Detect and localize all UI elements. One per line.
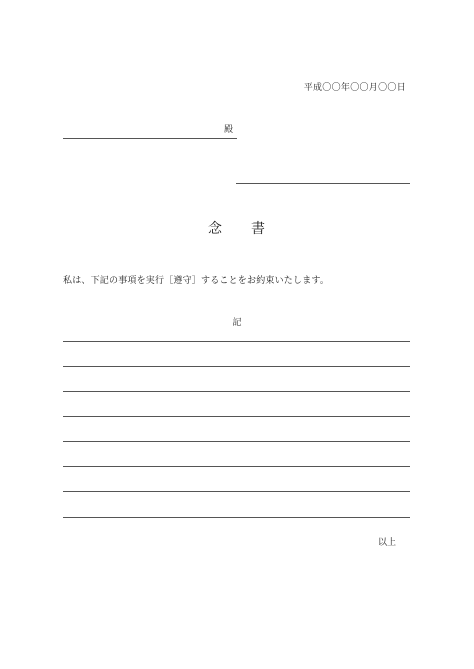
pledge-statement: 私は、下記の事項を実行［遵守］することをお約束いたします。 bbox=[63, 276, 330, 286]
signer-name-line bbox=[236, 183, 410, 184]
document-title bbox=[0, 218, 474, 238]
entry-line bbox=[63, 391, 410, 392]
title-char-1: 念 bbox=[208, 221, 223, 237]
recipient-honorific: 殿 bbox=[223, 125, 233, 135]
entry-line bbox=[63, 441, 410, 442]
closing-ijou: 以上 bbox=[377, 538, 396, 548]
entry-line bbox=[63, 466, 410, 467]
title-char-2: 書 bbox=[251, 221, 266, 237]
ki-heading: 記 bbox=[232, 318, 242, 328]
entry-line bbox=[63, 491, 410, 492]
entry-line bbox=[63, 341, 410, 342]
entry-line bbox=[63, 517, 410, 518]
entry-line bbox=[63, 416, 410, 417]
entry-line bbox=[63, 366, 410, 367]
document-date: 平成〇〇年〇〇月〇〇日 bbox=[303, 83, 406, 93]
recipient-name-line bbox=[63, 120, 237, 139]
